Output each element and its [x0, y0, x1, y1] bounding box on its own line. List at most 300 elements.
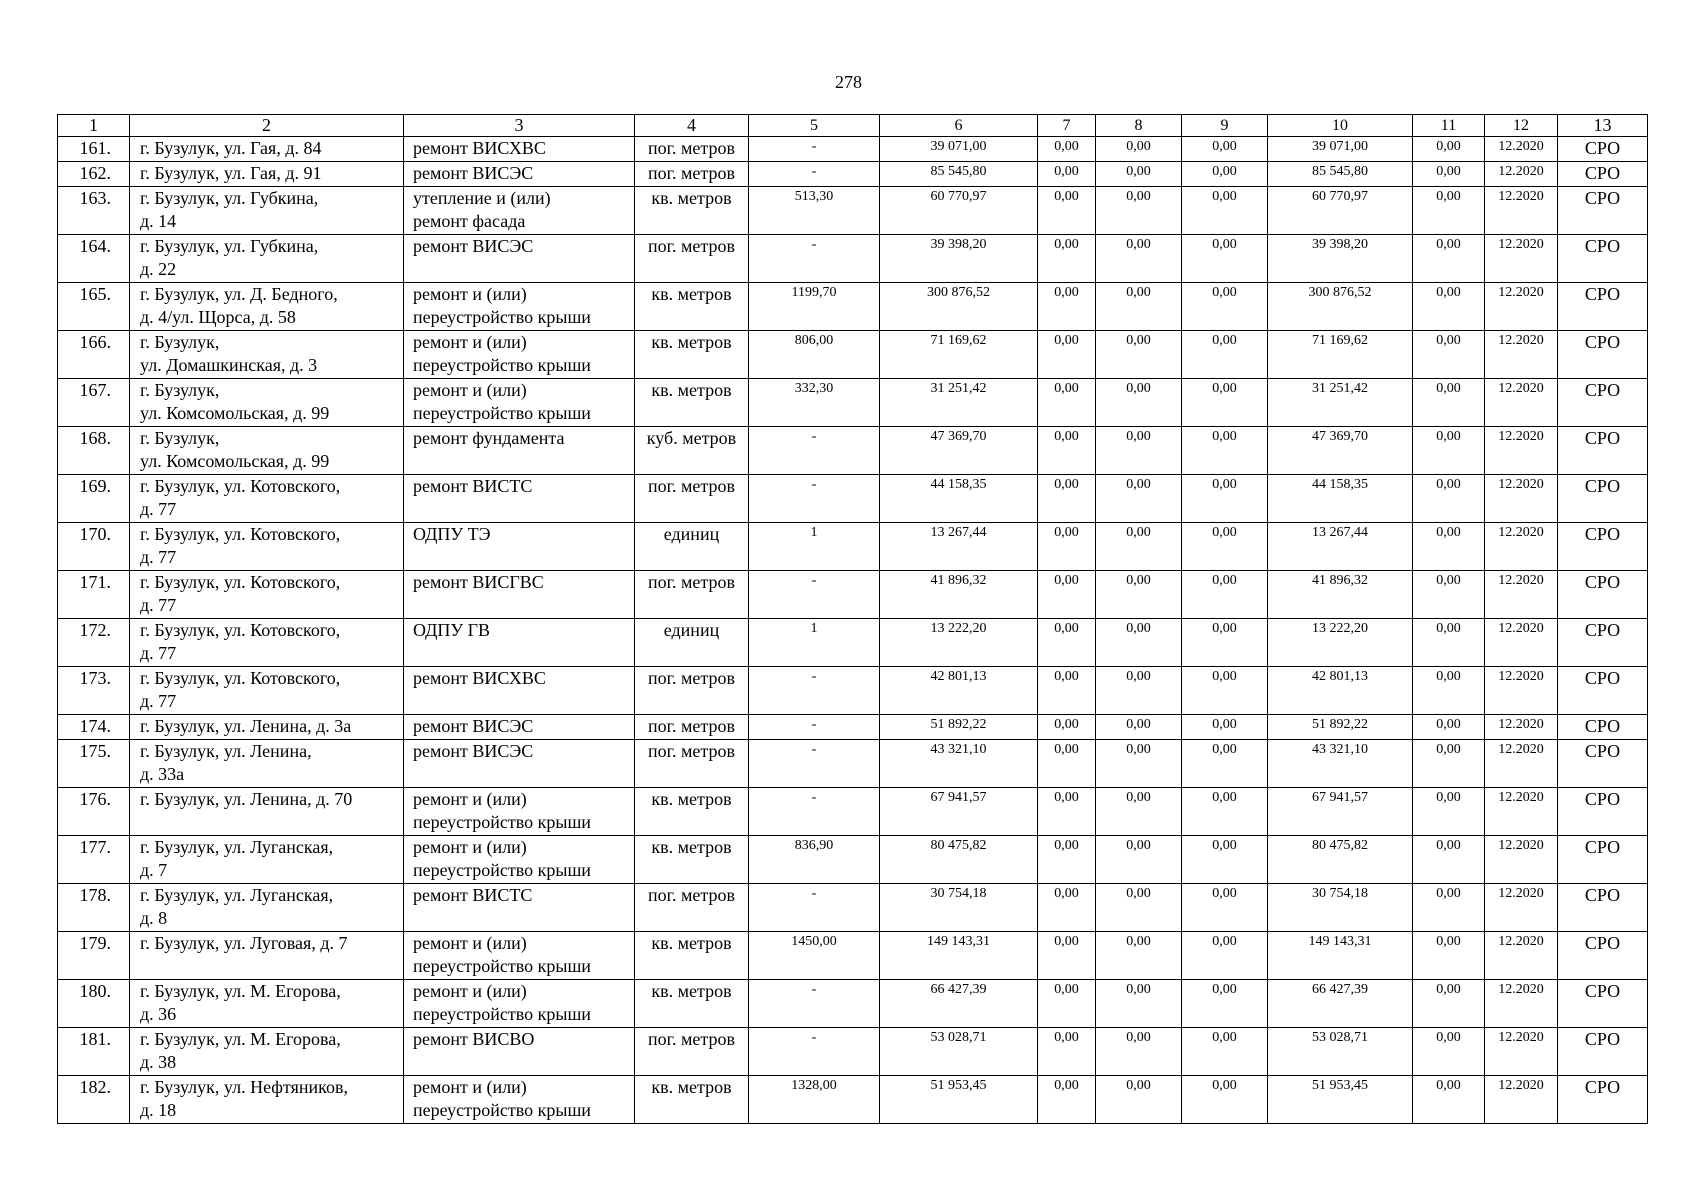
address-cell: [130, 619, 404, 667]
address-cell-line: д. 18: [140, 1100, 177, 1120]
unit-cell: [635, 571, 749, 619]
unit-cell-line: пог. метров: [648, 668, 735, 688]
column-header: 7: [1038, 115, 1096, 137]
col11-cell: [1413, 980, 1485, 1028]
table-row: [58, 836, 1648, 884]
table-row: [58, 740, 1648, 788]
address-cell: [130, 523, 404, 571]
row-number-cell-line: 163.: [79, 188, 111, 208]
col11-cell: [1413, 667, 1485, 715]
unit-cell-line: пог. метров: [648, 476, 735, 496]
table-row: [58, 667, 1648, 715]
col10-cell-line: 53 028,71: [1312, 1030, 1368, 1045]
address-cell: [130, 137, 404, 162]
date-cell: [1485, 571, 1558, 619]
total-cost-cell: [880, 1076, 1038, 1124]
date-cell-line: 12.2020: [1498, 621, 1544, 636]
col8-cell-line: 0,00: [1126, 189, 1151, 204]
col9-cell-line: 0,00: [1212, 381, 1237, 396]
total-cost-cell-line: 66 427,39: [930, 982, 987, 997]
total-cost-cell: [880, 932, 1038, 980]
volume-cell-line: 806,00: [794, 333, 834, 348]
table-body: [58, 115, 1648, 1124]
col7-cell-line: 0,00: [1054, 237, 1079, 252]
address-cell-line: д. 4/ул. Щорса, д. 58: [140, 307, 296, 327]
volume-cell-line: 836,90: [794, 838, 834, 853]
col8-cell: [1096, 427, 1182, 475]
col7-cell: [1038, 475, 1096, 523]
col8-cell: [1096, 715, 1182, 740]
work-type-cell: [404, 836, 635, 884]
row-number-cell: [58, 1028, 130, 1076]
col11-cell-line: 0,00: [1436, 1030, 1461, 1045]
col9-cell-line: 0,00: [1212, 886, 1237, 901]
col10-cell-line: 44 158,35: [1312, 477, 1368, 492]
row-number-cell-line: 176.: [79, 789, 111, 809]
col7-cell-line: 0,00: [1054, 934, 1079, 949]
total-cost-cell-line: 13 222,20: [930, 621, 987, 636]
col9-cell: [1182, 283, 1268, 331]
address-cell: [130, 715, 404, 740]
date-cell: [1485, 1076, 1558, 1124]
col8-cell-line: 0,00: [1126, 525, 1151, 540]
source-cell-line: СРО: [1584, 236, 1621, 256]
col7-cell-line: 0,00: [1054, 189, 1079, 204]
col11-cell-line: 0,00: [1436, 742, 1461, 757]
col9-cell-line: 0,00: [1212, 477, 1237, 492]
volume-cell: [749, 788, 880, 836]
unit-cell: [635, 523, 749, 571]
unit-cell-line: единиц: [663, 524, 720, 544]
col11-cell-line: 0,00: [1436, 934, 1461, 949]
col11-cell: [1413, 836, 1485, 884]
col7-cell: [1038, 884, 1096, 932]
total-cost-cell: [880, 836, 1038, 884]
unit-cell-line: кв. метров: [651, 789, 732, 809]
col11-cell-line: 0,00: [1436, 139, 1461, 154]
work-type-cell-line: ремонт и (или): [413, 981, 527, 1001]
total-cost-cell-line: 300 876,52: [927, 285, 990, 300]
date-cell-line: 12.2020: [1498, 573, 1544, 588]
table-row: [58, 1076, 1648, 1124]
volume-cell-line: -: [811, 164, 817, 179]
col8-cell-line: 0,00: [1126, 237, 1151, 252]
col9-cell-line: 0,00: [1212, 525, 1237, 540]
column-header: 8: [1096, 115, 1182, 137]
total-cost-cell: [880, 283, 1038, 331]
volume-cell: [749, 619, 880, 667]
table-row: [58, 788, 1648, 836]
col7-cell-line: 0,00: [1054, 139, 1079, 154]
address-cell-line: г. Бузулук, ул. Котовского,: [140, 572, 341, 592]
col9-cell: [1182, 980, 1268, 1028]
address-cell-line: г. Бузулук, ул. Губкина,: [140, 236, 319, 256]
volume-cell-line: 1450,00: [791, 934, 837, 949]
column-header: 2: [130, 115, 404, 137]
source-cell: [1558, 980, 1648, 1028]
work-type-cell-line: ремонт ВИСТС: [413, 885, 533, 905]
total-cost-cell: [880, 667, 1038, 715]
address-cell-line: д. 33а: [140, 764, 185, 784]
page-number: 278: [835, 72, 862, 92]
address-cell: [130, 475, 404, 523]
col8-cell-line: 0,00: [1126, 381, 1151, 396]
col9-cell: [1182, 836, 1268, 884]
unit-cell: [635, 932, 749, 980]
table-row: [58, 715, 1648, 740]
unit-cell: [635, 715, 749, 740]
col8-cell-line: 0,00: [1126, 934, 1151, 949]
col9-cell: [1182, 932, 1268, 980]
row-number-cell-line: 165.: [79, 284, 111, 304]
unit-cell: [635, 740, 749, 788]
address-cell-line: г. Бузулук, ул. М. Егорова,: [140, 981, 341, 1001]
col7-cell: [1038, 619, 1096, 667]
address-cell-line: г. Бузулук, ул. Губкина,: [140, 188, 319, 208]
volume-cell: [749, 523, 880, 571]
col11-cell: [1413, 788, 1485, 836]
source-cell-line: СРО: [1584, 284, 1621, 304]
col7-cell: [1038, 523, 1096, 571]
address-cell-line: д. 7: [140, 860, 168, 880]
col9-cell: [1182, 523, 1268, 571]
col8-cell: [1096, 884, 1182, 932]
col8-cell: [1096, 187, 1182, 235]
address-cell-line: г. Бузулук, ул. Гая, д. 84: [140, 138, 322, 158]
col10-cell: [1268, 836, 1413, 884]
col10-cell: [1268, 667, 1413, 715]
col11-cell: [1413, 187, 1485, 235]
col10-cell: [1268, 884, 1413, 932]
unit-cell-line: кв. метров: [651, 981, 732, 1001]
volume-cell: [749, 283, 880, 331]
col8-cell-line: 0,00: [1126, 429, 1151, 444]
work-type-cell-line: переустройство крыши: [413, 956, 591, 976]
col7-cell: [1038, 379, 1096, 427]
address-cell: [130, 235, 404, 283]
address-cell-line: д. 77: [140, 547, 177, 567]
total-cost-cell-line: 13 267,44: [930, 525, 987, 540]
address-cell-line: г. Бузулук, ул. Луговая, д. 7: [140, 933, 348, 953]
source-cell-line: СРО: [1584, 524, 1621, 544]
col8-cell: [1096, 137, 1182, 162]
source-cell-line: СРО: [1584, 981, 1621, 1001]
column-header: 12: [1485, 115, 1558, 137]
table-row: [58, 427, 1648, 475]
work-type-cell: [404, 379, 635, 427]
col10-cell-line: 71 169,62: [1312, 333, 1368, 348]
row-number-cell: [58, 1076, 130, 1124]
unit-cell-line: пог. метров: [648, 163, 735, 183]
unit-cell: [635, 1028, 749, 1076]
total-cost-cell: [880, 571, 1038, 619]
col8-cell: [1096, 619, 1182, 667]
address-cell: [130, 980, 404, 1028]
col10-cell: [1268, 187, 1413, 235]
col9-cell: [1182, 162, 1268, 187]
row-number-cell-line: 174.: [79, 716, 111, 736]
col8-cell-line: 0,00: [1126, 1030, 1151, 1045]
col9-cell-line: 0,00: [1212, 742, 1237, 757]
col10-cell-line: 300 876,52: [1308, 285, 1372, 300]
work-type-cell-line: ремонт ВИСХВС: [413, 138, 546, 158]
row-number-cell: [58, 932, 130, 980]
col11-cell: [1413, 427, 1485, 475]
address-cell-line: д. 77: [140, 499, 177, 519]
total-cost-cell: [880, 523, 1038, 571]
total-cost-cell: [880, 788, 1038, 836]
col8-cell: [1096, 475, 1182, 523]
volume-cell-line: -: [811, 717, 817, 732]
address-cell-line: г. Бузулук, ул. Гая, д. 91: [140, 163, 322, 183]
address-cell-line: г. Бузулук, ул. Д. Бедного,: [140, 284, 338, 304]
date-cell-line: 12.2020: [1498, 164, 1544, 179]
col11-cell-line: 0,00: [1436, 838, 1461, 853]
volume-cell: [749, 932, 880, 980]
col10-cell-line: 51 953,45: [1312, 1078, 1368, 1093]
col8-cell-line: 0,00: [1126, 164, 1151, 179]
work-type-cell-line: ремонт ВИСЭС: [413, 741, 534, 761]
col9-cell: [1182, 331, 1268, 379]
row-number-cell: [58, 331, 130, 379]
row-number-cell: [58, 475, 130, 523]
table-row: [58, 523, 1648, 571]
address-cell: [130, 932, 404, 980]
row-number-cell-line: 173.: [79, 668, 111, 688]
col10-cell: [1268, 980, 1413, 1028]
col11-cell: [1413, 379, 1485, 427]
col9-cell: [1182, 571, 1268, 619]
address-cell: [130, 788, 404, 836]
total-cost-cell-line: 71 169,62: [930, 333, 987, 348]
address-cell-line: г. Бузулук, ул. Ленина, д. 70: [140, 789, 353, 809]
address-cell-line: г. Бузулук, ул. Котовского,: [140, 476, 341, 496]
col7-cell: [1038, 427, 1096, 475]
work-type-cell-line: ремонт ВИСЭС: [413, 163, 534, 183]
col8-cell-line: 0,00: [1126, 285, 1151, 300]
volume-cell: [749, 715, 880, 740]
volume-cell: [749, 980, 880, 1028]
address-cell-line: ул. Комсомольская, д. 99: [140, 403, 330, 423]
row-number-cell: [58, 162, 130, 187]
address-cell: [130, 1076, 404, 1124]
col9-cell-line: 0,00: [1212, 139, 1237, 154]
col11-cell-line: 0,00: [1436, 429, 1461, 444]
total-cost-cell-line: 39 071,00: [930, 139, 987, 154]
total-cost-cell: [880, 137, 1038, 162]
total-cost-cell: [880, 379, 1038, 427]
date-cell-line: 12.2020: [1498, 189, 1544, 204]
source-cell-line: СРО: [1584, 380, 1621, 400]
col8-cell: [1096, 788, 1182, 836]
date-cell: [1485, 884, 1558, 932]
source-cell: [1558, 523, 1648, 571]
col9-cell-line: 0,00: [1212, 237, 1237, 252]
date-cell: [1485, 1028, 1558, 1076]
col9-cell-line: 0,00: [1212, 333, 1237, 348]
source-cell-line: СРО: [1584, 428, 1621, 448]
total-cost-cell-line: 41 896,32: [930, 573, 987, 588]
work-type-cell-line: переустройство крыши: [413, 860, 591, 880]
unit-cell: [635, 667, 749, 715]
unit-cell-line: кв. метров: [651, 284, 732, 304]
table-row: [58, 379, 1648, 427]
col7-cell-line: 0,00: [1054, 1078, 1079, 1093]
date-cell: [1485, 932, 1558, 980]
col10-cell-line: 43 321,10: [1312, 742, 1368, 757]
col10-cell-line: 85 545,80: [1312, 164, 1368, 179]
date-cell-line: 12.2020: [1498, 429, 1544, 444]
col7-cell-line: 0,00: [1054, 573, 1079, 588]
row-number-cell-line: 177.: [79, 837, 111, 857]
col9-cell: [1182, 884, 1268, 932]
date-cell-line: 12.2020: [1498, 381, 1544, 396]
col10-cell-line: 39 071,00: [1312, 139, 1368, 154]
col10-cell: [1268, 379, 1413, 427]
address-cell: [130, 427, 404, 475]
unit-cell-line: пог. метров: [648, 741, 735, 761]
work-type-cell-line: переустройство крыши: [413, 1100, 591, 1120]
col9-cell-line: 0,00: [1212, 573, 1237, 588]
col7-cell-line: 0,00: [1054, 886, 1079, 901]
total-cost-cell: [880, 475, 1038, 523]
address-cell-line: г. Бузулук,: [140, 380, 220, 400]
work-type-cell: [404, 137, 635, 162]
col9-cell-line: 0,00: [1212, 1030, 1237, 1045]
date-cell-line: 12.2020: [1498, 285, 1544, 300]
total-cost-cell-line: 30 754,18: [930, 886, 987, 901]
col7-cell: [1038, 715, 1096, 740]
row-number-cell-line: 164.: [79, 236, 111, 256]
col7-cell: [1038, 1076, 1096, 1124]
unit-cell: [635, 884, 749, 932]
source-cell: [1558, 1028, 1648, 1076]
table-row: [58, 619, 1648, 667]
work-type-cell-line: переустройство крыши: [413, 812, 591, 832]
unit-cell-line: кв. метров: [651, 332, 732, 352]
col11-cell-line: 0,00: [1436, 381, 1461, 396]
row-number-cell-line: 179.: [79, 933, 111, 953]
address-cell-line: д. 22: [140, 259, 177, 279]
address-cell: [130, 283, 404, 331]
work-type-cell: [404, 427, 635, 475]
address-cell-line: г. Бузулук,: [140, 428, 220, 448]
col7-cell: [1038, 788, 1096, 836]
work-type-cell-line: переустройство крыши: [413, 355, 591, 375]
work-type-cell-line: ремонт и (или): [413, 380, 527, 400]
address-cell-line: г. Бузулук, ул. Котовского,: [140, 524, 341, 544]
total-cost-cell: [880, 427, 1038, 475]
col10-cell: [1268, 1028, 1413, 1076]
col9-cell-line: 0,00: [1212, 934, 1237, 949]
unit-cell-line: пог. метров: [648, 1029, 735, 1049]
source-cell: [1558, 740, 1648, 788]
row-number-cell: [58, 884, 130, 932]
total-cost-cell-line: 42 801,13: [930, 669, 987, 684]
volume-cell-line: -: [811, 573, 817, 588]
work-type-cell: [404, 1076, 635, 1124]
work-type-cell: [404, 715, 635, 740]
unit-cell: [635, 619, 749, 667]
date-cell: [1485, 475, 1558, 523]
date-cell: [1485, 715, 1558, 740]
col11-cell: [1413, 137, 1485, 162]
work-type-cell-line: ремонт фундамента: [413, 428, 565, 448]
table-row: [58, 475, 1648, 523]
unit-cell: [635, 235, 749, 283]
date-cell-line: 12.2020: [1498, 742, 1544, 757]
volume-cell: [749, 740, 880, 788]
col10-cell-line: 30 754,18: [1312, 886, 1368, 901]
row-number-cell-line: 172.: [79, 620, 111, 640]
column-header: 5: [749, 115, 880, 137]
address-cell: [130, 187, 404, 235]
volume-cell: [749, 427, 880, 475]
volume-cell-line: -: [811, 477, 817, 492]
date-cell-line: 12.2020: [1498, 886, 1544, 901]
volume-cell: [749, 571, 880, 619]
col10-cell: [1268, 283, 1413, 331]
work-type-cell: [404, 980, 635, 1028]
col8-cell: [1096, 932, 1182, 980]
col11-cell: [1413, 1028, 1485, 1076]
row-number-cell-line: 171.: [79, 572, 111, 592]
col8-cell-line: 0,00: [1126, 717, 1151, 732]
source-cell-line: СРО: [1584, 837, 1621, 857]
col7-cell: [1038, 836, 1096, 884]
table-row: [58, 235, 1648, 283]
date-cell: [1485, 331, 1558, 379]
col8-cell-line: 0,00: [1126, 333, 1151, 348]
source-cell-line: СРО: [1584, 716, 1621, 736]
address-cell-line: д. 14: [140, 211, 177, 231]
row-number-cell-line: 167.: [79, 380, 111, 400]
col11-cell-line: 0,00: [1436, 573, 1461, 588]
volume-cell: [749, 667, 880, 715]
work-type-cell: [404, 283, 635, 331]
total-cost-cell: [880, 1028, 1038, 1076]
source-cell: [1558, 379, 1648, 427]
date-cell-line: 12.2020: [1498, 477, 1544, 492]
work-type-cell-line: переустройство крыши: [413, 307, 591, 327]
total-cost-cell: [880, 619, 1038, 667]
table-row: [58, 162, 1648, 187]
col11-cell: [1413, 235, 1485, 283]
unit-cell-line: пог. метров: [648, 572, 735, 592]
col11-cell: [1413, 932, 1485, 980]
col11-cell-line: 0,00: [1436, 717, 1461, 732]
date-cell-line: 12.2020: [1498, 838, 1544, 853]
source-cell-line: СРО: [1584, 885, 1621, 905]
total-cost-cell-line: 51 892,22: [930, 717, 987, 732]
unit-cell: [635, 1076, 749, 1124]
column-header: 9: [1182, 115, 1268, 137]
col7-cell-line: 0,00: [1054, 1030, 1079, 1045]
column-header: 4: [635, 115, 749, 137]
work-type-cell: [404, 884, 635, 932]
volume-cell-line: -: [811, 429, 817, 444]
col9-cell-line: 0,00: [1212, 717, 1237, 732]
column-header: 6: [880, 115, 1038, 137]
date-cell: [1485, 619, 1558, 667]
work-type-cell: [404, 788, 635, 836]
date-cell-line: 12.2020: [1498, 982, 1544, 997]
col8-cell: [1096, 379, 1182, 427]
col7-cell: [1038, 740, 1096, 788]
col8-cell-line: 0,00: [1126, 742, 1151, 757]
source-cell: [1558, 162, 1648, 187]
col11-cell-line: 0,00: [1436, 621, 1461, 636]
